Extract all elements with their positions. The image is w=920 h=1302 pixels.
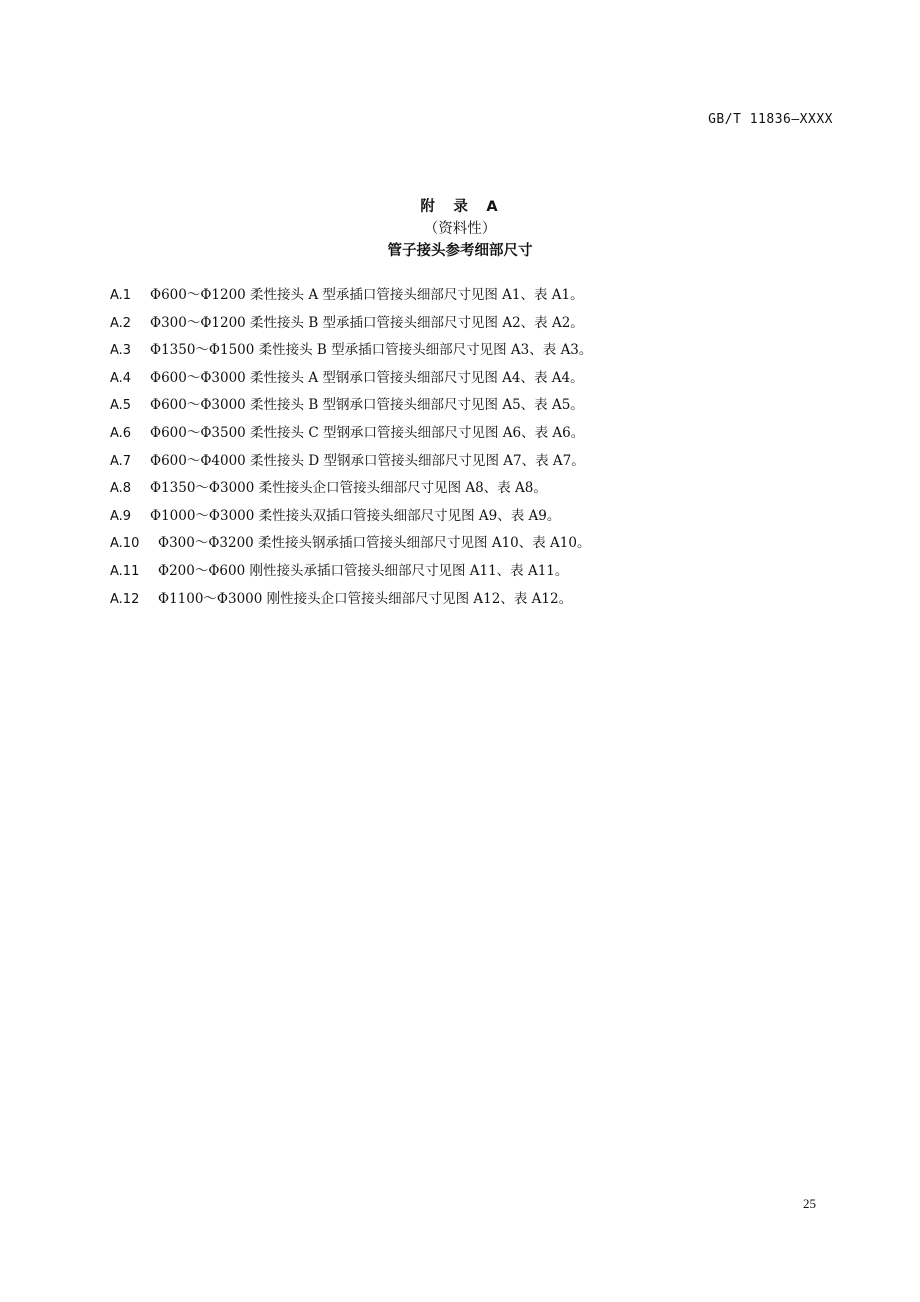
clause-text: Φ1100～Φ3000 刚性接头企口管接头细部尺寸见图 A12、表 A12。	[158, 590, 573, 607]
standard-code: GB/T 11836—XXXX	[708, 112, 833, 127]
clause-item	[110, 531, 830, 559]
clause-item	[110, 504, 830, 532]
clause-item	[110, 476, 830, 504]
clause-number: A.6	[110, 425, 132, 441]
clause-text: Φ300～Φ3200 柔性接头钢承插口管接头细部尺寸见图 A10、表 A10。	[158, 535, 591, 552]
clause-text: Φ200～Φ600 刚性接头承插口管接头细部尺寸见图 A11、表 A11。	[158, 562, 569, 579]
appendix-heading	[0, 196, 920, 262]
clause-item	[110, 449, 830, 477]
clause-item	[110, 587, 830, 615]
clause-item	[110, 366, 830, 394]
clause-text: Φ1350～Φ1500 柔性接头 B 型承插口管接头细部尺寸见图 A3、表 A3。	[150, 342, 593, 359]
clause-item	[110, 338, 830, 366]
clause-number: A.2	[110, 315, 132, 331]
clause-item	[110, 559, 830, 587]
clause-text: Φ600～Φ1200 柔性接头 A 型承插口管接头细部尺寸见图 A1、表 A1。	[150, 287, 584, 303]
clause-item	[110, 311, 830, 339]
clause-list	[110, 283, 830, 614]
clause-text: Φ1000～Φ3000 柔性接头双插口管接头细部尺寸见图 A9、表 A9。	[150, 507, 561, 524]
clause-number: A.9	[110, 508, 132, 524]
clause-item	[110, 283, 830, 311]
appendix-subtitle: 管子接头参考细部尺寸	[387, 243, 533, 259]
appendix-title: 附 录 A	[420, 199, 500, 215]
clause-number: A.11	[110, 563, 140, 579]
clause-number: A.12	[110, 591, 140, 607]
clause-text: Φ1350～Φ3000 柔性接头企口管接头细部尺寸见图 A8、表 A8。	[150, 480, 547, 497]
clause-item	[110, 421, 830, 449]
clause-text: Φ600～Φ3000 柔性接头 A 型钢承口管接头细部尺寸见图 A4、表 A4。	[150, 369, 584, 386]
clause-number: A.4	[110, 370, 132, 386]
clause-text: Φ300～Φ1200 柔性接头 B 型承插口管接头细部尺寸见图 A2、表 A2。	[150, 314, 584, 331]
appendix-nature: （资料性）	[423, 221, 497, 237]
clause-number: A.1	[110, 288, 132, 303]
clause-number: A.8	[110, 481, 132, 497]
page-number: 25	[803, 1196, 816, 1211]
clause-number: A.5	[110, 398, 132, 414]
clause-number: A.10	[110, 536, 140, 552]
clause-item	[110, 393, 830, 421]
clause-text: Φ600～Φ3500 柔性接头 C 型钢承口管接头细部尺寸见图 A6、表 A6。	[150, 424, 585, 441]
clause-number: A.7	[110, 453, 132, 469]
clause-text: Φ600～Φ3000 柔性接头 B 型钢承口管接头细部尺寸见图 A5、表 A5。	[150, 397, 584, 414]
clause-text: Φ600～Φ4000 柔性接头 D 型钢承口管接头细部尺寸见图 A7、表 A7。	[150, 452, 585, 469]
clause-number: A.3	[110, 343, 132, 359]
